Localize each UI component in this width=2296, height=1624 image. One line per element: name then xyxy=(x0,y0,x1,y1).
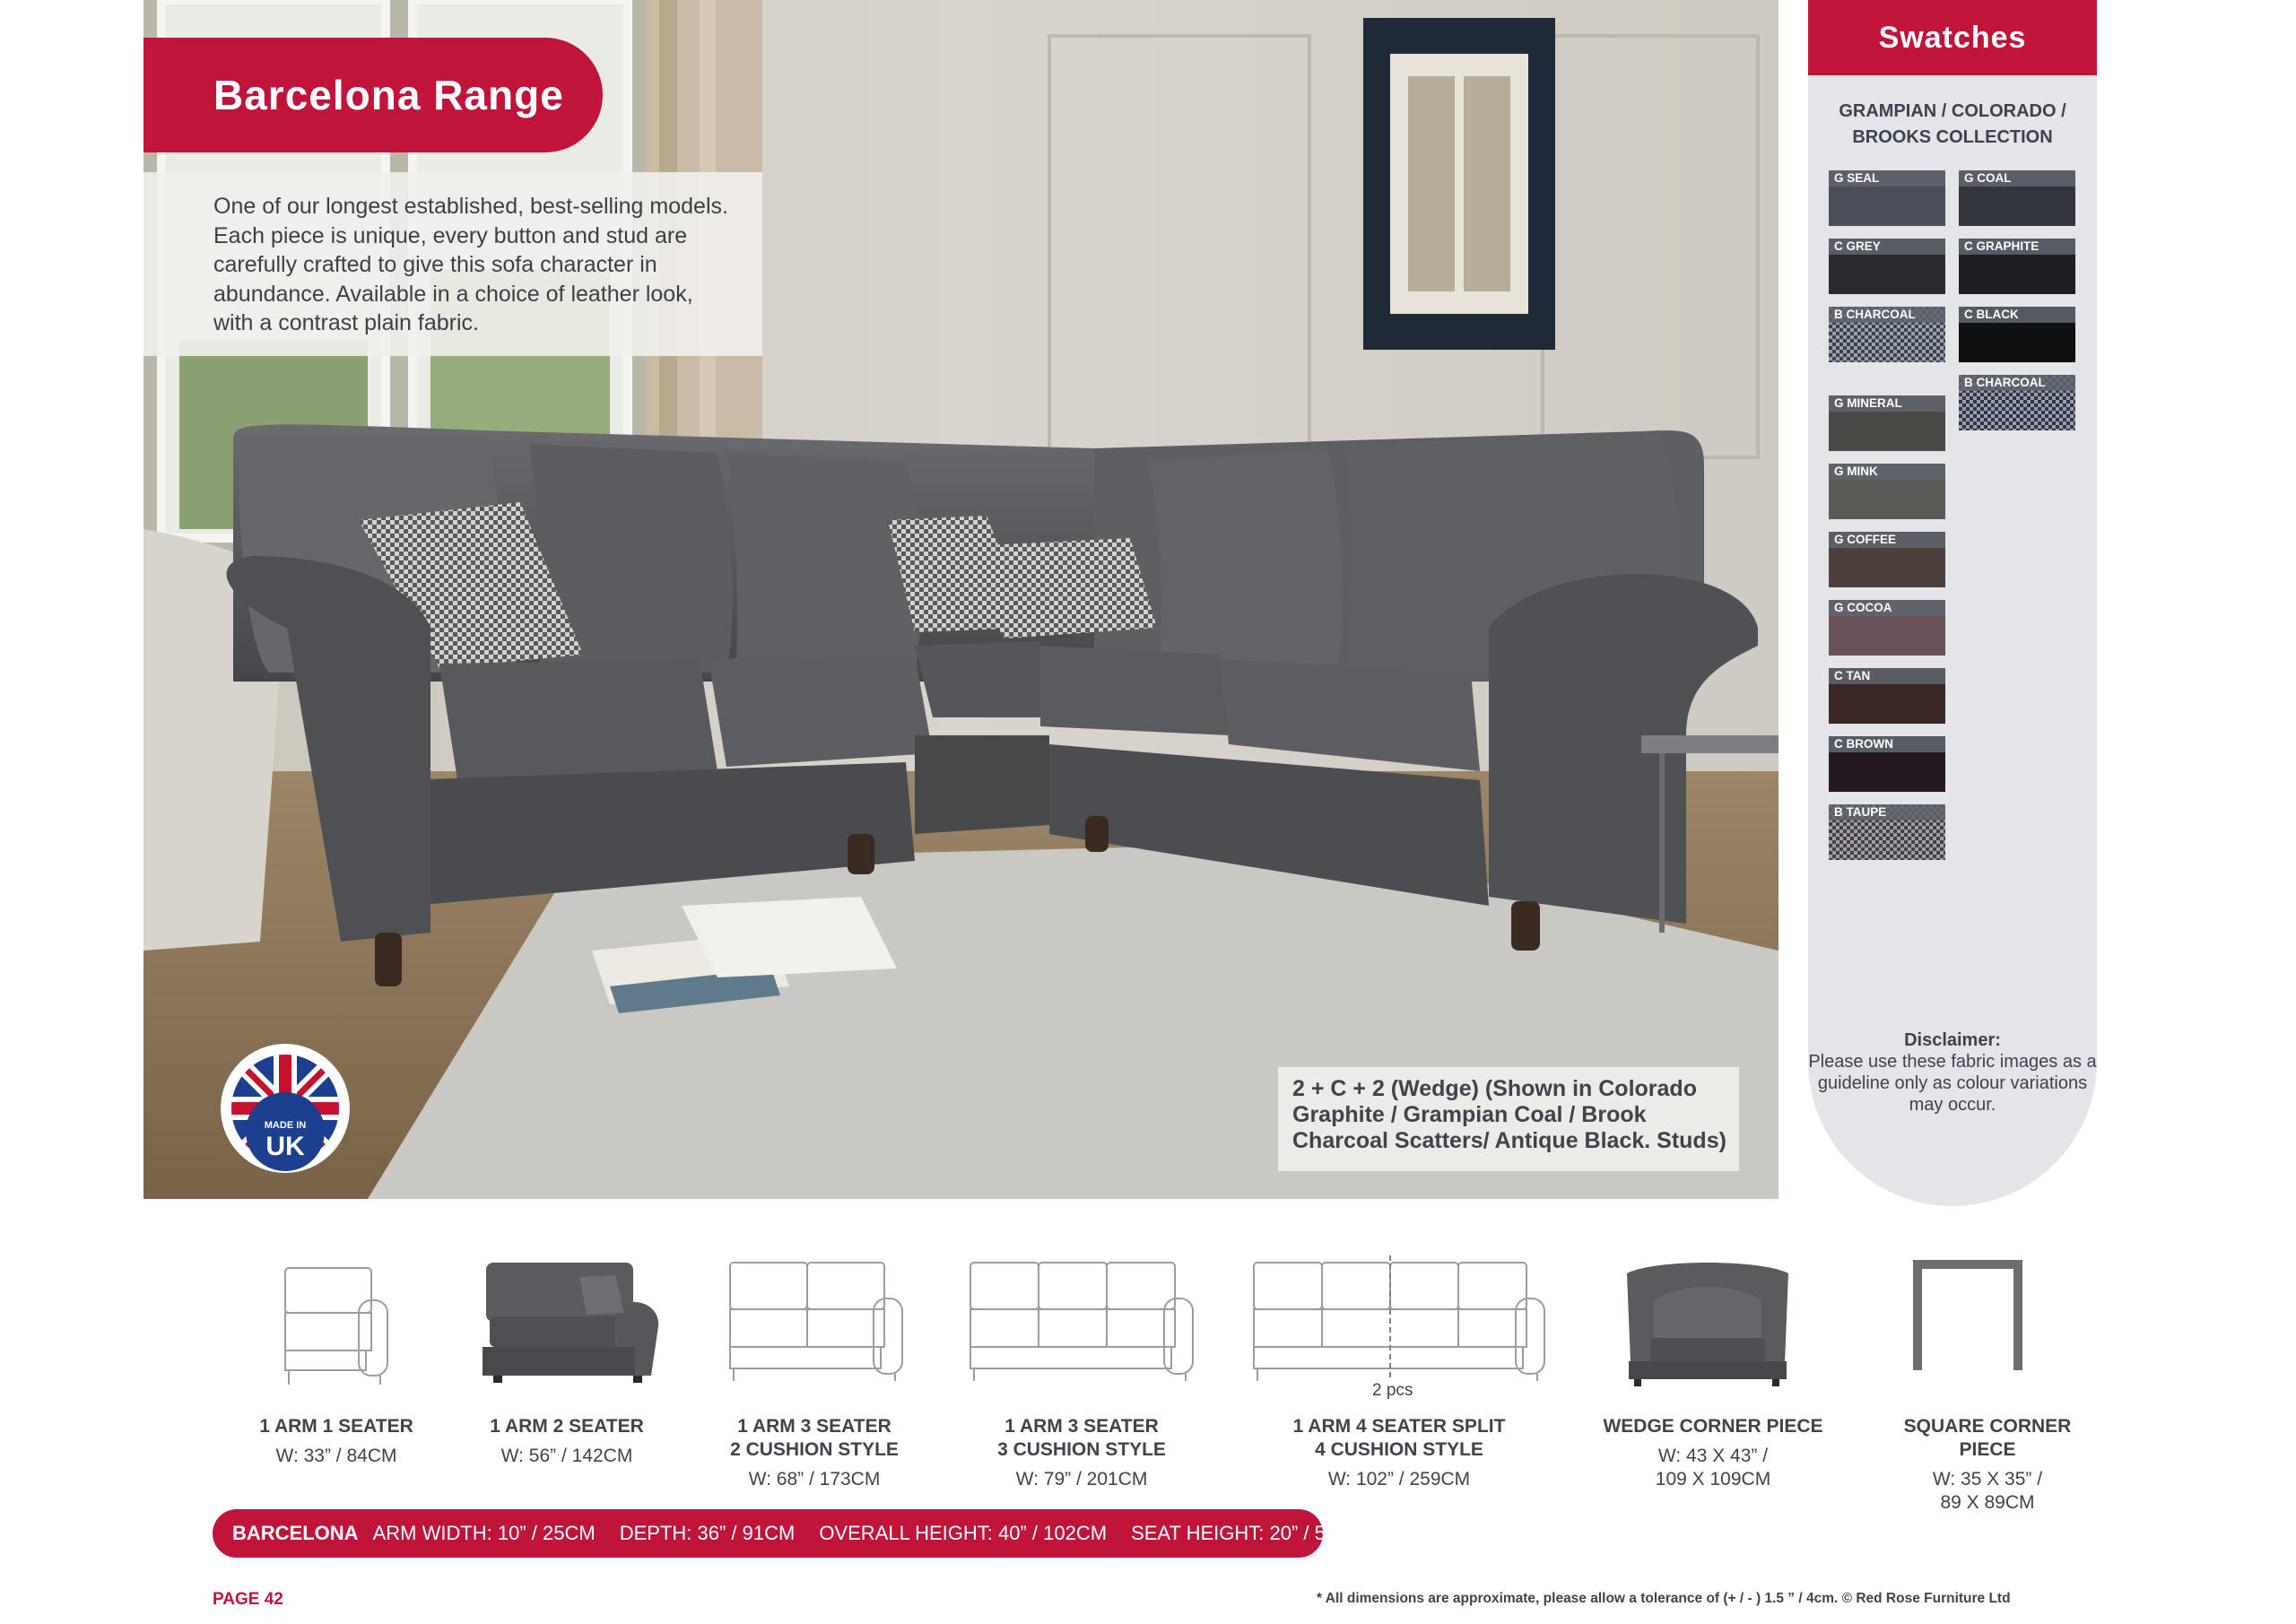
swatch-label: G MINK xyxy=(1829,464,1945,480)
product-name-line: 1 ARM 4 SEATER SPLIT xyxy=(1292,1416,1506,1437)
spec-model: BARCELONA xyxy=(232,1522,359,1544)
product-name-line: WEDGE CORNER PIECE xyxy=(1603,1416,1823,1437)
product-dimension-line: W: 102” / 259CM xyxy=(1327,1469,1471,1489)
product-image-1-arm-1-seater xyxy=(282,1264,394,1390)
spec-arm-width: ARM WIDTH: 10” / 25CM xyxy=(372,1522,596,1544)
product-dimensions xyxy=(1247,1468,1552,1491)
spec-seat-height: SEAT HEIGHT: 20” / 51CM xyxy=(1131,1522,1368,1544)
disclaimer xyxy=(1808,1029,2097,1116)
swatch-panel xyxy=(1808,0,2097,1206)
swatch-c-graphite xyxy=(1959,239,2075,294)
swatch-c-brown xyxy=(1829,736,1945,792)
product-image-1-arm-2-seater xyxy=(481,1259,665,1385)
swatch-label: G COAL xyxy=(1959,170,2075,187)
product-name-line: 1 ARM 2 SEATER xyxy=(490,1416,644,1437)
swatch-c-tan xyxy=(1829,668,1945,724)
product-name xyxy=(1835,1415,2140,1462)
product-dimension-line: W: 56” / 142CM xyxy=(500,1446,633,1466)
union-flag-icon xyxy=(219,1042,352,1175)
swatch-b-taupe xyxy=(1829,804,1945,860)
page-title: Barcelona Range xyxy=(213,72,564,118)
collection-title: GRAMPIAN / COLORADO / BROOKS COLLECTION xyxy=(1839,101,2066,147)
swatch-label: C GREY xyxy=(1829,239,1945,255)
product-dimension-line: 89 X 89CM xyxy=(1940,1492,2035,1513)
disclaimer-title: Disclaimer: xyxy=(1904,1030,2001,1050)
product-name-line: PIECE xyxy=(1959,1439,2016,1460)
swatch-label: G COCOA xyxy=(1829,600,1945,616)
product-image-wedge-corner xyxy=(1618,1255,1797,1388)
split-pieces-note: 2 pcs xyxy=(1372,1381,1413,1400)
product-dimension-line: W: 43 X 43” / xyxy=(1657,1446,1769,1466)
product-dimension-line: W: 35 X 35” / xyxy=(1932,1469,2043,1489)
disclaimer-text: Please use these fabric images as a guideline only as colour variations may occur. xyxy=(1808,1052,2097,1115)
product-name xyxy=(1561,1415,1866,1438)
intro-text: One of our longest established, best-selling models. Each piece is unique, every button and stud are carefully crafted to give this sofa character in abundance. Available in a choice of leather look, with a contrast plain fabric. xyxy=(213,194,728,335)
product-image-1-arm-4-seater-split xyxy=(1250,1255,1548,1385)
page-title-pill xyxy=(144,38,603,152)
swatch-g-coal xyxy=(1959,170,2075,226)
product-image-1-arm-3-seater-2-cushion xyxy=(726,1259,906,1385)
swatch-g-coffee xyxy=(1829,532,1945,587)
swatch-g-seal xyxy=(1829,170,1945,226)
product-name-line: 1 ARM 3 SEATER xyxy=(737,1416,891,1437)
swatch-c-black xyxy=(1959,307,2075,362)
spec-overall-height: OVERALL HEIGHT: 40” / 102CM xyxy=(819,1522,1108,1544)
swatch-label: B TAUPE xyxy=(1829,804,1945,821)
product-name xyxy=(1247,1415,1552,1462)
product-name-line: 3 CUSHION STYLE xyxy=(997,1439,1166,1460)
product-dimensions xyxy=(929,1468,1234,1491)
spec-depth: DEPTH: 36” / 91CM xyxy=(619,1522,796,1544)
swatch-label: G COFFEE xyxy=(1829,532,1945,548)
product-name xyxy=(929,1415,1234,1462)
product-dimensions xyxy=(662,1468,967,1491)
swatch-label: C TAN xyxy=(1829,668,1945,684)
product-dimension-line: W: 79” / 201CM xyxy=(1015,1469,1148,1489)
swatch-g-cocoa xyxy=(1829,600,1945,656)
product-name-line: 1 ARM 3 SEATER xyxy=(1004,1416,1159,1437)
product-name-line: SQUARE CORNER xyxy=(1903,1416,2072,1437)
photo-caption-box xyxy=(1278,1067,1739,1171)
product-name-line: 2 CUSHION STYLE xyxy=(730,1439,899,1460)
swatch-b-charcoal xyxy=(1959,375,2075,430)
swatch-g-mink xyxy=(1829,464,1945,519)
swatch-label: B CHARCOAL xyxy=(1829,307,1945,323)
swatch-g-mineral xyxy=(1829,395,1945,451)
swatch-c-grey xyxy=(1829,239,1945,294)
swatch-label: B CHARCOAL xyxy=(1959,375,2075,391)
product-name-line: 4 CUSHION STYLE xyxy=(1315,1439,1483,1460)
page-number: PAGE 42 xyxy=(213,1590,283,1609)
spec-bar xyxy=(213,1509,1368,1558)
product-name-line: 1 ARM 1 SEATER xyxy=(259,1416,413,1437)
swatch-label: C BLACK xyxy=(1959,307,2075,323)
product-dimension-line: W: 33” / 84CM xyxy=(275,1446,397,1466)
product-dimension-line: 109 X 109CM xyxy=(1655,1469,1771,1489)
swatch-label: G MINERAL xyxy=(1829,395,1945,412)
product-image-1-arm-3-seater-3-cushion xyxy=(967,1259,1196,1385)
swatch-label: C GRAPHITE xyxy=(1959,239,2075,255)
footnote: * All dimensions are approximate, please allow a tolerance of (+ / - ) 1.5 ” / 4cm. © Red Rose Furniture Ltd xyxy=(1317,1591,2011,1606)
badge-bottom-text: UK xyxy=(265,1132,305,1161)
swatch-label: G SEAL xyxy=(1829,170,1945,187)
product-dimensions xyxy=(1561,1445,1866,1491)
swatch-heading: Swatches xyxy=(1878,20,2027,55)
swatch-b-charcoal xyxy=(1829,307,1945,362)
product-name xyxy=(662,1415,967,1462)
product-image-square-corner xyxy=(1912,1259,2023,1376)
photo-caption: 2 + C + 2 (Wedge) (Shown in Colorado Graphite / Grampian Coal / Brook Charcoal Scatters/ Antique Black. Studs) xyxy=(1292,1076,1726,1153)
product-dimensions xyxy=(1835,1468,2140,1515)
made-in-uk-badge xyxy=(219,1042,352,1175)
swatch-heading-bar xyxy=(1808,0,2097,75)
swatch-label: C BROWN xyxy=(1829,736,1945,752)
badge-top-text: MADE IN xyxy=(264,1120,307,1131)
product-dimension-line: W: 68” / 173CM xyxy=(748,1469,881,1489)
intro-text-box xyxy=(144,172,762,356)
